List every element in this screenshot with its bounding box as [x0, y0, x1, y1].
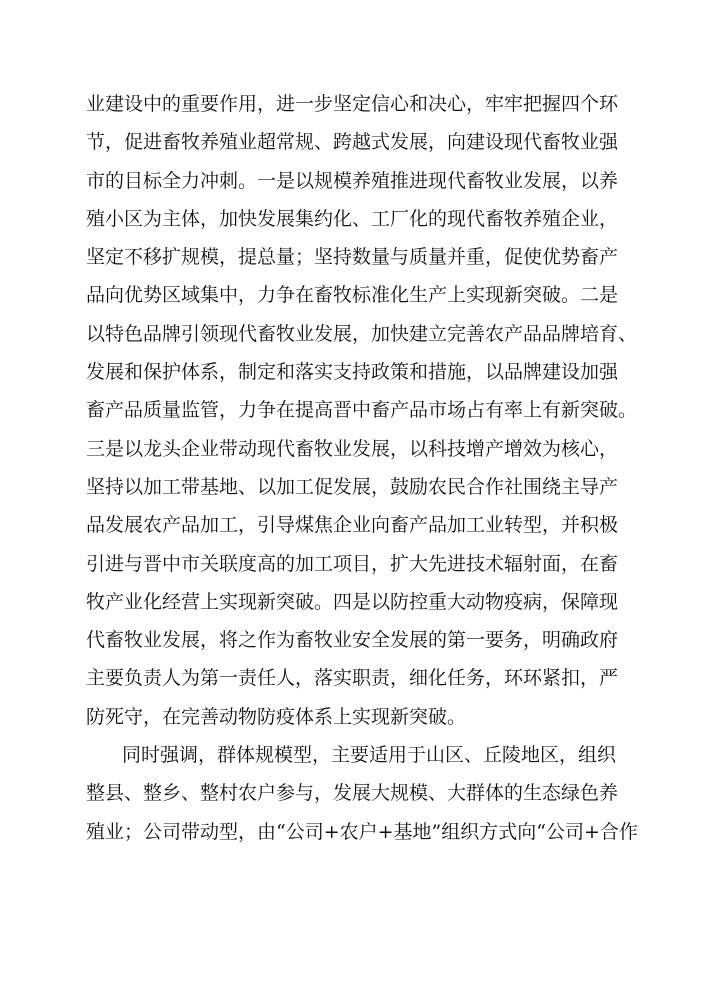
text-line: 坚持以加工带基地、以加工促发展，鼓励农民合作社围绕主导产	[86, 475, 619, 498]
text-line: 以特色品牌引领现代畜牧业发展，加快建立完善农产品品牌培育、	[86, 322, 638, 345]
text-line: 坚定不移扩规模，提总量；坚持数量与质量并重，促使优势畜产	[86, 246, 619, 269]
text-line: 业建设中的重要作用，进一步坚定信心和决心，牢牢把握四个环	[86, 93, 619, 115]
text-line: 整县、整乡、整村农户参与，发展大规模、大群体的生态绿色养	[86, 782, 619, 805]
text-line: 代畜牧业发展，将之作为畜牧业安全发展的第一要务，明确政府	[86, 629, 619, 652]
text-line: 品发展农产品加工，引导煤焦企业向畜产品加工业转型，并积极	[86, 514, 619, 537]
text-line: 殖小区为主体，加快发展集约化、工厂化的现代畜牧养殖企业，	[86, 207, 619, 230]
text-line: 牧产业化经营上实现新突破。四是以防控重大动物疫病，保障现	[86, 590, 619, 613]
paragraph-first-line: 同时强调，群体规模型，主要适用于山区、丘陵地区，组织	[122, 744, 617, 767]
text-line: 畜产品质量监管，力争在提高晋中畜产品市场占有率上有新突破。	[86, 399, 638, 422]
text-line: 主要负责人为第一责任人，落实职责，细化任务，环环紧扣，严	[86, 667, 619, 690]
text-line: 防死守，在完善动物防疫体系上实现新突破。	[86, 705, 467, 728]
text-line: 三是以龙头企业带动现代畜牧业发展，以科技增产增效为核心，	[86, 437, 619, 460]
text-line: 殖业；公司带动型，由“公司+农户+基地”组织方式向“公司+合作	[86, 820, 638, 843]
text-line: 发展和保护体系，制定和落实支持政策和措施，以品牌建设加强	[86, 361, 619, 384]
body-text	[86, 85, 646, 851]
text-line: 市的目标全力冲刺。一是以规模养殖推进现代畜牧业发展，以养	[86, 169, 619, 192]
text-line: 引进与晋中市关联度高的加工项目，扩大先进技术辐射面，在畜	[86, 552, 619, 575]
text-line: 节，促进畜牧养殖业超常规、跨越式发展，向建设现代畜牧业强	[86, 131, 619, 154]
text-line: 品向优势区域集中，力争在畜牧标准化生产上实现新突破。二是	[86, 284, 619, 307]
